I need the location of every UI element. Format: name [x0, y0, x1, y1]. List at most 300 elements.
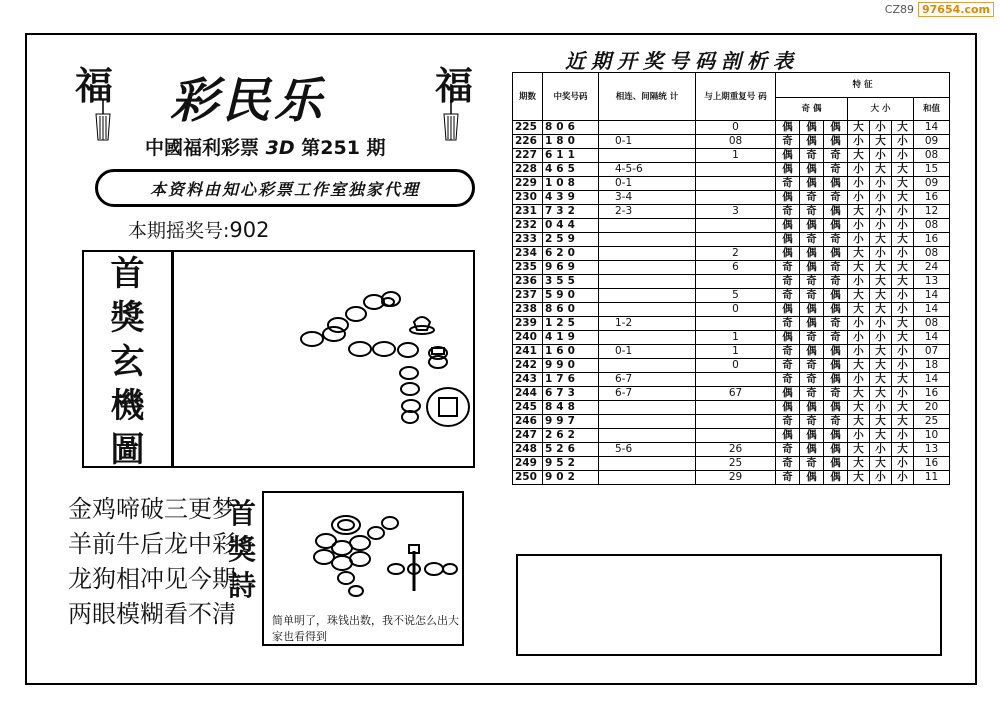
- empty-notes-box: [516, 554, 942, 656]
- cell-bigsmall: 小: [870, 401, 892, 415]
- cell-bigsmall: 小: [848, 233, 870, 247]
- cell-sum: 14: [914, 303, 950, 317]
- cell-sum: 08: [914, 149, 950, 163]
- table-row: [513, 331, 950, 345]
- cell-oddeven: 奇: [776, 317, 800, 331]
- cell-bigsmall: 大: [870, 303, 892, 317]
- cell-oddeven: 偶: [800, 121, 824, 135]
- table-row: [513, 471, 950, 485]
- cell-number: 439: [543, 191, 599, 205]
- cell-oddeven: 奇: [800, 387, 824, 401]
- draw-label: 本期摇奖号:: [128, 220, 230, 242]
- cell-repeat: 67: [696, 387, 776, 401]
- cell-repeat: [696, 177, 776, 191]
- header-oddeven: 奇 偶: [776, 98, 848, 121]
- cell-number: 465: [543, 163, 599, 177]
- cell-oddeven: 奇: [776, 261, 800, 275]
- cell-bigsmall: 小: [848, 345, 870, 359]
- cell-repeat: [696, 401, 776, 415]
- cell-adjacent: 0-1: [599, 135, 696, 149]
- table-row: [513, 387, 950, 401]
- cell-sum: 15: [914, 163, 950, 177]
- cell-number: 952: [543, 457, 599, 471]
- cell-repeat: 1: [696, 345, 776, 359]
- cell-sum: 08: [914, 317, 950, 331]
- cell-oddeven: 偶: [800, 163, 824, 177]
- cell-number: 355: [543, 275, 599, 289]
- poem-label-char: 首: [227, 497, 256, 530]
- cell-sum: 13: [914, 275, 950, 289]
- cell-number: 108: [543, 177, 599, 191]
- cell-sum: 25: [914, 415, 950, 429]
- cell-number: 419: [543, 331, 599, 345]
- cell-oddeven: 奇: [776, 359, 800, 373]
- cell-bigsmall: 小: [870, 247, 892, 261]
- cell-bigsmall: 小: [892, 457, 914, 471]
- cell-bigsmall: 大: [892, 191, 914, 205]
- cell-bigsmall: 小: [870, 317, 892, 331]
- cell-bigsmall: 大: [870, 457, 892, 471]
- cell-oddeven: 偶: [776, 233, 800, 247]
- cell-bigsmall: 小: [892, 359, 914, 373]
- cell-bigsmall: 大: [892, 415, 914, 429]
- cell-oddeven: 偶: [776, 401, 800, 415]
- cell-issue: 225: [513, 121, 543, 135]
- xuanji-panel: [82, 250, 475, 468]
- cell-issue: 233: [513, 233, 543, 247]
- cell-oddeven: 偶: [824, 471, 848, 485]
- cell-bigsmall: 大: [848, 149, 870, 163]
- cell-bigsmall: 小: [848, 177, 870, 191]
- cell-bigsmall: 大: [892, 275, 914, 289]
- table-row: [513, 359, 950, 373]
- cell-adjacent: [599, 401, 696, 415]
- table-row: [513, 163, 950, 177]
- cell-bigsmall: 小: [870, 331, 892, 345]
- cell-oddeven: 奇: [824, 387, 848, 401]
- cell-issue: 238: [513, 303, 543, 317]
- table-row: [513, 233, 950, 247]
- cell-bigsmall: 小: [870, 443, 892, 457]
- xuanji-label: [84, 252, 174, 470]
- cell-oddeven: 奇: [800, 205, 824, 219]
- cell-repeat: [696, 163, 776, 177]
- cell-bigsmall: 大: [870, 359, 892, 373]
- cell-bigsmall: 大: [848, 247, 870, 261]
- cell-adjacent: [599, 233, 696, 247]
- table-row: [513, 135, 950, 149]
- cell-issue: 226: [513, 135, 543, 149]
- cell-bigsmall: 大: [848, 205, 870, 219]
- cell-sum: 11: [914, 471, 950, 485]
- watermark-site: 97654.com: [918, 2, 994, 17]
- cell-adjacent: 1-2: [599, 317, 696, 331]
- cell-number: 620: [543, 247, 599, 261]
- poem-label: [225, 496, 259, 604]
- table-row: [513, 289, 950, 303]
- cell-oddeven: 奇: [776, 177, 800, 191]
- table-row: [513, 149, 950, 163]
- cell-sum: 14: [914, 373, 950, 387]
- cell-oddeven: 偶: [776, 429, 800, 443]
- cell-sum: 14: [914, 289, 950, 303]
- page-title: 彩民乐: [170, 73, 327, 129]
- table-row: [513, 205, 950, 219]
- cell-bigsmall: 大: [848, 457, 870, 471]
- table-row: [513, 443, 950, 457]
- cell-repeat: 5: [696, 289, 776, 303]
- header-number: 中奖号码: [543, 73, 599, 121]
- cell-repeat: 0: [696, 303, 776, 317]
- tassel-left-icon: [92, 100, 114, 142]
- cell-bigsmall: 大: [848, 303, 870, 317]
- cell-number: 526: [543, 443, 599, 457]
- cell-bigsmall: 大: [848, 443, 870, 457]
- cell-oddeven: 偶: [776, 163, 800, 177]
- cell-bigsmall: 大: [892, 177, 914, 191]
- cell-adjacent: [599, 219, 696, 233]
- xuanji-char: 機: [110, 386, 145, 426]
- cell-oddeven: 奇: [776, 373, 800, 387]
- cell-oddeven: 偶: [824, 135, 848, 149]
- cell-issue: 230: [513, 191, 543, 205]
- cell-bigsmall: 小: [848, 135, 870, 149]
- poem-line: 两眼模糊看不清: [68, 600, 236, 628]
- cell-sum: 16: [914, 233, 950, 247]
- cell-number: 997: [543, 415, 599, 429]
- cell-oddeven: 奇: [776, 443, 800, 457]
- table-row: [513, 247, 950, 261]
- cell-oddeven: 奇: [776, 205, 800, 219]
- cell-bigsmall: 小: [892, 289, 914, 303]
- cell-number: 673: [543, 387, 599, 401]
- cell-oddeven: 偶: [776, 387, 800, 401]
- cell-bigsmall: 大: [848, 401, 870, 415]
- cell-oddeven: 奇: [824, 191, 848, 205]
- cell-oddeven: 奇: [824, 163, 848, 177]
- cell-adjacent: [599, 471, 696, 485]
- cell-adjacent: 0-1: [599, 177, 696, 191]
- cell-bigsmall: 大: [892, 373, 914, 387]
- cell-bigsmall: 小: [892, 303, 914, 317]
- table-row: [513, 219, 950, 233]
- table-row: [513, 317, 950, 331]
- cell-adjacent: 5-6: [599, 443, 696, 457]
- cell-issue: 235: [513, 261, 543, 275]
- cell-adjacent: [599, 121, 696, 135]
- cell-bigsmall: 大: [870, 387, 892, 401]
- cell-issue: 240: [513, 331, 543, 345]
- cell-sum: 07: [914, 345, 950, 359]
- table-row: [513, 373, 950, 387]
- cell-bigsmall: 大: [848, 289, 870, 303]
- cell-issue: 228: [513, 163, 543, 177]
- cell-bigsmall: 大: [848, 261, 870, 275]
- cell-oddeven: 偶: [824, 443, 848, 457]
- table-row: [513, 261, 950, 275]
- cell-repeat: 0: [696, 359, 776, 373]
- cell-adjacent: 2-3: [599, 205, 696, 219]
- cell-issue: 246: [513, 415, 543, 429]
- table-row: [513, 121, 950, 135]
- cell-bigsmall: 大: [848, 121, 870, 135]
- cell-bigsmall: 大: [892, 121, 914, 135]
- cell-issue: 232: [513, 219, 543, 233]
- cell-bigsmall: 大: [870, 373, 892, 387]
- cell-repeat: 6: [696, 261, 776, 275]
- table-row: [513, 275, 950, 289]
- cell-bigsmall: 大: [892, 261, 914, 275]
- cell-number: 806: [543, 121, 599, 135]
- cell-oddeven: 偶: [800, 177, 824, 191]
- cell-bigsmall: 小: [892, 205, 914, 219]
- cell-adjacent: [599, 415, 696, 429]
- cell-bigsmall: 大: [870, 345, 892, 359]
- cell-bigsmall: 大: [848, 415, 870, 429]
- cell-oddeven: 奇: [824, 317, 848, 331]
- cell-issue: 247: [513, 429, 543, 443]
- cell-sum: 16: [914, 191, 950, 205]
- cell-bigsmall: 大: [892, 317, 914, 331]
- cell-oddeven: 偶: [776, 331, 800, 345]
- table-row: [513, 345, 950, 359]
- coin-chain-illustration: [176, 252, 473, 466]
- cell-repeat: 08: [696, 135, 776, 149]
- cell-bigsmall: 小: [892, 345, 914, 359]
- cell-number: 860: [543, 303, 599, 317]
- cell-issue: 236: [513, 275, 543, 289]
- cell-number: 180: [543, 135, 599, 149]
- cell-bigsmall: 小: [870, 149, 892, 163]
- watermark-code: CZ89: [884, 3, 914, 16]
- header-sum: 和值: [914, 98, 950, 121]
- cell-oddeven: 奇: [800, 289, 824, 303]
- xuanji-char: 首: [110, 254, 145, 294]
- poem-illustration-box: [262, 491, 464, 646]
- cell-bigsmall: 小: [848, 429, 870, 443]
- cell-oddeven: 奇: [824, 149, 848, 163]
- cell-bigsmall: 小: [892, 149, 914, 163]
- cell-oddeven: 奇: [800, 233, 824, 247]
- header-adjacent: 相连、间隔统 计: [599, 73, 696, 121]
- table-row: [513, 191, 950, 205]
- cell-issue: 248: [513, 443, 543, 457]
- cell-oddeven: 奇: [824, 261, 848, 275]
- table-row: [513, 177, 950, 191]
- cell-repeat: [696, 191, 776, 205]
- cell-bigsmall: 大: [848, 471, 870, 485]
- cell-bigsmall: 大: [870, 275, 892, 289]
- header-repeat: 与上期重复号 码: [696, 73, 776, 121]
- cell-oddeven: 偶: [800, 247, 824, 261]
- cell-repeat: 1: [696, 149, 776, 163]
- cell-number: 125: [543, 317, 599, 331]
- cell-adjacent: 6-7: [599, 373, 696, 387]
- cell-oddeven: 偶: [824, 121, 848, 135]
- cell-repeat: 25: [696, 457, 776, 471]
- cell-bigsmall: 大: [870, 429, 892, 443]
- cell-oddeven: 偶: [824, 359, 848, 373]
- cell-bigsmall: 大: [870, 163, 892, 177]
- cell-sum: 10: [914, 429, 950, 443]
- agency-banner: 本资料由知心彩票工作室独家代理: [95, 169, 475, 207]
- cell-bigsmall: 大: [870, 289, 892, 303]
- table-row: [513, 457, 950, 471]
- cell-oddeven: 偶: [824, 457, 848, 471]
- cell-oddeven: 偶: [800, 471, 824, 485]
- cell-adjacent: [599, 457, 696, 471]
- cell-oddeven: 偶: [776, 247, 800, 261]
- cell-bigsmall: 小: [870, 191, 892, 205]
- cell-oddeven: 偶: [800, 135, 824, 149]
- cell-adjacent: [599, 359, 696, 373]
- cell-adjacent: [599, 303, 696, 317]
- cell-bigsmall: 大: [848, 387, 870, 401]
- cell-oddeven: 奇: [776, 415, 800, 429]
- cell-oddeven: 奇: [824, 415, 848, 429]
- cell-bigsmall: 大: [870, 261, 892, 275]
- cell-number: 044: [543, 219, 599, 233]
- table-row: [513, 401, 950, 415]
- cell-bigsmall: 小: [892, 247, 914, 261]
- coin-cluster-illustration: [264, 493, 462, 611]
- cell-oddeven: 奇: [800, 373, 824, 387]
- cell-bigsmall: 小: [848, 163, 870, 177]
- poem-caption: 简单明了，珠钱出数，我不说怎么出大家也看得到: [272, 614, 459, 643]
- cell-issue: 241: [513, 345, 543, 359]
- cell-oddeven: 奇: [800, 331, 824, 345]
- cell-sum: 16: [914, 387, 950, 401]
- cell-sum: 20: [914, 401, 950, 415]
- fu-right-character: 福: [435, 63, 474, 108]
- xuanji-char: 獎: [110, 298, 145, 338]
- cell-oddeven: 奇: [776, 471, 800, 485]
- cell-sum: 14: [914, 331, 950, 345]
- cell-bigsmall: 小: [848, 317, 870, 331]
- header-bigsmall: 大 小: [848, 98, 914, 121]
- header-feature: 特 征: [776, 73, 950, 98]
- cell-issue: 239: [513, 317, 543, 331]
- cell-number: 262: [543, 429, 599, 443]
- cell-number: 848: [543, 401, 599, 415]
- cell-oddeven: 奇: [776, 135, 800, 149]
- cell-sum: 18: [914, 359, 950, 373]
- cell-repeat: [696, 317, 776, 331]
- cell-adjacent: [599, 429, 696, 443]
- header-issue: 期数: [513, 73, 543, 121]
- draw-number: 902: [229, 218, 270, 242]
- cell-oddeven: 奇: [800, 149, 824, 163]
- cell-bigsmall: 小: [870, 471, 892, 485]
- cell-repeat: 0: [696, 121, 776, 135]
- cell-bigsmall: 小: [848, 219, 870, 233]
- cell-bigsmall: 小: [892, 135, 914, 149]
- cell-bigsmall: 小: [870, 177, 892, 191]
- cell-oddeven: 偶: [800, 429, 824, 443]
- cell-adjacent: 6-7: [599, 387, 696, 401]
- cell-bigsmall: 小: [892, 429, 914, 443]
- poem-line: 羊前牛后龙中彩: [68, 530, 236, 558]
- cell-oddeven: 偶: [824, 247, 848, 261]
- cell-oddeven: 奇: [824, 275, 848, 289]
- cell-sum: 24: [914, 261, 950, 275]
- cell-sum: 08: [914, 247, 950, 261]
- cell-bigsmall: 小: [870, 219, 892, 233]
- cell-bigsmall: 大: [892, 331, 914, 345]
- prize-poem: [68, 492, 236, 632]
- cell-issue: 244: [513, 387, 543, 401]
- cell-issue: 249: [513, 457, 543, 471]
- cell-number: 160: [543, 345, 599, 359]
- cell-oddeven: 偶: [800, 443, 824, 457]
- cell-oddeven: 偶: [824, 177, 848, 191]
- poem-line: 金鸡啼破三更梦: [68, 495, 236, 523]
- cell-adjacent: 3-4: [599, 191, 696, 205]
- table-row: [513, 303, 950, 317]
- cell-oddeven: 偶: [800, 261, 824, 275]
- table-title: 近期开奖号码剖析表: [565, 49, 799, 73]
- cell-adjacent: [599, 275, 696, 289]
- cell-number: 611: [543, 149, 599, 163]
- cell-repeat: 1: [696, 331, 776, 345]
- cell-bigsmall: 小: [892, 387, 914, 401]
- cell-oddeven: 奇: [800, 191, 824, 205]
- cell-oddeven: 偶: [824, 289, 848, 303]
- cell-oddeven: 偶: [824, 373, 848, 387]
- fu-left-character: 福: [75, 63, 114, 108]
- table-row: [513, 415, 950, 429]
- cell-adjacent: [599, 289, 696, 303]
- cell-issue: 227: [513, 149, 543, 163]
- cell-issue: 242: [513, 359, 543, 373]
- cell-oddeven: 偶: [776, 219, 800, 233]
- draw-number-line: [128, 216, 270, 243]
- cell-adjacent: [599, 149, 696, 163]
- subtitle-prefix: 中國福利彩票: [145, 137, 260, 159]
- cell-oddeven: 偶: [824, 205, 848, 219]
- cell-oddeven: 奇: [824, 331, 848, 345]
- cell-oddeven: 偶: [776, 303, 800, 317]
- cell-sum: 13: [914, 443, 950, 457]
- cell-repeat: [696, 429, 776, 443]
- issue-subtitle: [145, 133, 386, 160]
- cell-adjacent: [599, 247, 696, 261]
- cell-repeat: 3: [696, 205, 776, 219]
- cell-repeat: [696, 233, 776, 247]
- cell-oddeven: 奇: [776, 457, 800, 471]
- cell-issue: 250: [513, 471, 543, 485]
- cell-oddeven: 奇: [800, 359, 824, 373]
- cell-issue: 245: [513, 401, 543, 415]
- cell-bigsmall: 大: [870, 233, 892, 247]
- cell-oddeven: 奇: [800, 415, 824, 429]
- poem-line: 龙狗相冲见今期: [68, 565, 236, 593]
- cell-oddeven: 偶: [800, 345, 824, 359]
- draw-history-table: [512, 72, 950, 485]
- cell-sum: 12: [914, 205, 950, 219]
- cell-oddeven: 偶: [800, 219, 824, 233]
- cell-repeat: [696, 219, 776, 233]
- cell-oddeven: 奇: [824, 233, 848, 247]
- xuanji-char: 玄: [110, 342, 145, 382]
- cell-oddeven: 偶: [776, 191, 800, 205]
- tassel-right-icon: [440, 100, 462, 142]
- cell-bigsmall: 大: [870, 135, 892, 149]
- cell-repeat: 26: [696, 443, 776, 457]
- cell-number: 990: [543, 359, 599, 373]
- cell-issue: 229: [513, 177, 543, 191]
- cell-bigsmall: 大: [848, 359, 870, 373]
